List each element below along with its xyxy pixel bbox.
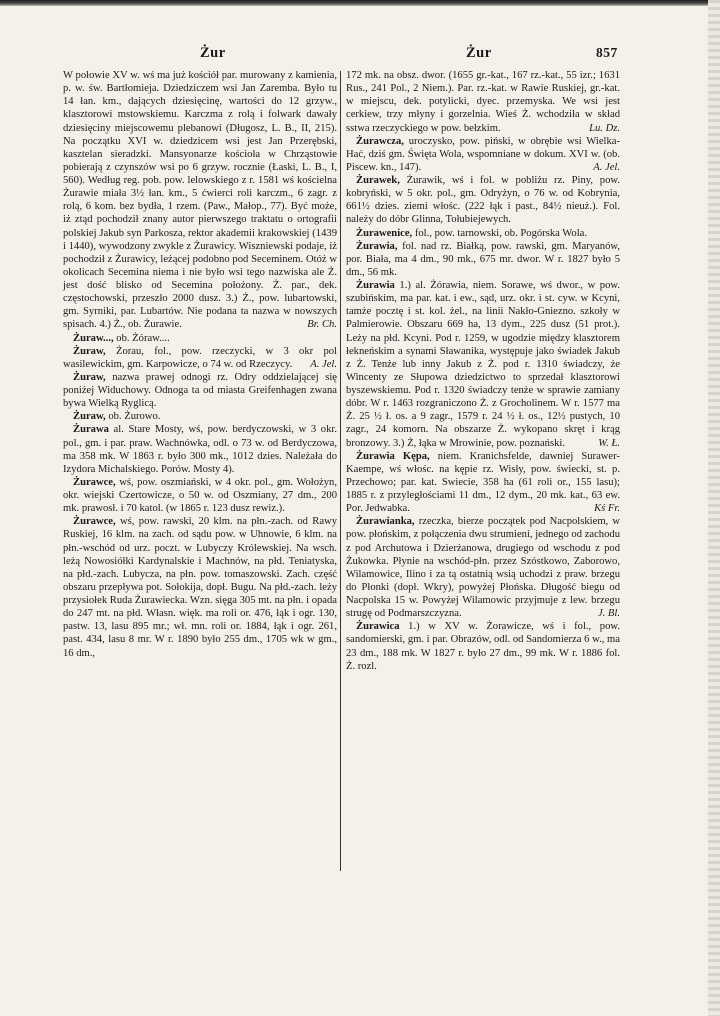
author-signature: Br. Ch. xyxy=(307,319,337,331)
right-running-head: Żur xyxy=(466,45,492,61)
entry-text: W połowie XV w. wś ma już kościół par. murowany z kamienia, p. w. św. Bartłomieja. Dziedziczem wsi Jan Zaremba. Było tu 14 łan. km., dających dziesięcinę, wartości do 12 grzyw., klasztorowi mstowskiemu. Karczma z rolą i folwark dawały dziesięciny miejscowemu plebanowi (Długosz, L. B., II, 215). Na początku XVI w. dziedzicem wsi jest Jan Przerębski, kasztelan sieradzki. Mansyonarze kościoła w Chrząstowie pobierają z czynszów wsi po 6 grzyw. rocznie (Łaski, L. B., I, 560). Według reg. pob. pow. lelowskiego z r. 1581 wś kościelna Żurawie miała 3½ łan. km., 5 ćwierci roli karczm., 6 zagr. z rolą, 6 kom. bez bydła, 1 rzem. (Paw., Małop., 77). Być może, iż ztąd pochodził znany autor pierwszego traktatu o ortografii polskiej Jakub syn Parkosza, rektor akademii krakowskiej (1439 i 1440), wywodzony zwykle z Żurawicy. Wiszniewski podaje, iż pochodził z Żurawicy, leżącej podobno pod Seceminem. Otóż w okolicach Secemina niema i nie było wsi tego nazwiska ale Ż. jest dość blisko od Secemina położony. Ż. par., dek. częstochowski, przeszło 2000 dusz. 3.) Ż., pow. lubartowski, gm. Syrniki, par. Lubartów. Nie podana ta nazwa w nowszych spisach. 4.) Ż., ob. Żurawie. xyxy=(63,70,337,331)
author-signature: Kś Fr. xyxy=(594,503,620,515)
page-number: 857 xyxy=(596,45,618,60)
entry-headword: Żuraw..., xyxy=(73,332,114,344)
entry-text: nazwa prawej odnogi rz. Odry oddzielającej się poniżej Widuchowy. Odnoga ta od miasta Greifenhagen zwana bywa Wielką Ryglicą. xyxy=(63,371,337,410)
entry-headword: Żurawenice, xyxy=(356,227,413,239)
entry-text: wś, pow. rawski, 20 klm. na płn.-zach. od Rawy Ruskiej, 16 klm. na zach. od sądu pow. w Uhnowie, 6 klm. na płn.-wschód od urz. poczt. w Lubyczy Królewskiej. Na wsch. leżą Nowosiółki Kardynalskie i Machnów, na płd. Teniatyska, na płd.-zach. Lubycza, na płn. pow. tomaszowski. Zach. część obszaru przepływa pot. Sołokija, dopł. Bugu. Na płd.-zach. leży przysiołek Ruda Żurawiecka. Wzn. sięga 305 mt. na płn. i opada do 247 mt. na płd. Własn. więk. ma roli or. 476, łąk i ogr. 130, pastw. 13, lasu 895 mr.; wł. mn. roli or. 1884, łąk i ogr. 261, past. 434, lasu 8 mr. W r. 1890 było 255 dm., 1705 wk w gm., 16 dm., xyxy=(63,516,338,659)
entry-headword: Żurawce, xyxy=(73,516,116,528)
dictionary-entry xyxy=(346,620,620,673)
dictionary-entry xyxy=(63,410,337,423)
entry-text: al. Stare Mosty, wś, pow. berdyczowski, w 3 okr. pol., gm. i par. praw. Wachnówka, odl. o 73 w. od Berdyczowa, ma 358 mk. W 1863 r. było 300 mk., 1012 dzies. Należała do Izydora Michalskiego. Porów. Mosty 4). xyxy=(63,424,337,475)
dictionary-entry xyxy=(346,450,620,516)
author-signature: J. Bl. xyxy=(597,608,620,620)
author-signature: W. Ł. xyxy=(598,437,620,449)
dictionary-entry xyxy=(63,476,337,515)
entry-text: uroczysko, pow. piński, w obrębie wsi Wielka-Hać, dziś gm. Święta Wola, wspomniane w dokum. XVI w. (ob. Piscew. kn., 147). xyxy=(346,135,620,173)
entry-headword: Żurawianka, xyxy=(356,516,415,528)
column-divider xyxy=(340,71,341,871)
entry-text: niem. Kranichsfelde, dawniej Surawer-Kaempe, wś włośc. na kępie rz. Wisły, pow. świecki, st. p. Przechowo; par. kat. Swiecie, 358 ha (61 roli or., 155 lasu); 1885 r. z przyległościami 11 dm., 12 dym., 20 mk. kat., 63 ew. Por. Jedwabka. xyxy=(346,450,620,515)
left-column xyxy=(63,69,337,660)
entry-text: Żorau, fol., pow. rzeczycki, w 3 okr pol wasilewickim, gm. Karpowicze, o 74 w. od Rzeczycy. xyxy=(63,345,337,370)
entry-headword: Żurawcza, xyxy=(356,135,404,147)
dictionary-entry xyxy=(346,227,620,240)
dictionary-entry xyxy=(63,345,337,371)
entry-text: wś, pow. oszmiański, w 4 okr. pol., gm. Wołożyn, okr. wiejski Czertowicze, o 50 w. od Oszmiany, 27 dm., 200 mk. prawosł. i 70 katol. (w 1865 r. 123 dusz rewiz.). xyxy=(63,476,337,515)
entry-headword: Żurawce, xyxy=(73,476,116,488)
entry-text: ob. Żurowo. xyxy=(108,411,161,423)
dictionary-entry xyxy=(346,135,620,174)
left-running-head: Żur xyxy=(200,45,226,61)
entry-text: Żurawik, wś i fol. w pobliżu rz. Piny, pow. kobryński, w 5 okr. pol., gm. Odryżyn, o 76 w. od Kobrynia, 661½ dzies. ziemi włośc. (222 łąk i past., 84½ nieuż.). Fol. należy do dóbr Glinna, Tołubiejewych. xyxy=(346,175,620,226)
entry-text: rzeczka, bierze początek pod Nacpolskiem, w pow. płońskim, z połączenia dwu strumieni, jednego od zachodu z pod Archutowa i Dzierżanowa, drugiego od wschodu z pod Żukowka. Płynie na wschód-płn. przez Szóstkowo, Zaborowo, Wilamowice, Ilino i za tą ostatnią wsią uchodzi z praw. brzegu do Płonki (dopł. Wkry), powyżej Płońska. Długość biegu od Nacpolska 15 w. Powyżej Wilamowic przyjmuje z lew. brzegu strugę od Podmarszczyzna. xyxy=(346,516,620,620)
entry-headword: Żurawek, xyxy=(356,175,400,186)
entry-text: 1.) al. Żórawia, niem. Sorawe, wś dwor., w pow. szubińskim, ma par. kat. i ew., sąd, urz. okr. i st. cyw. w Kcyni, tamże pocztę i st. kol. żel., na linii Nakło-Gniezno. szkoły w Palmierowie. Obszaru 669 ha, 13 dym., 225 dusz (51 prot.). Leży na płd. Kcyni. Pod r. 1259, w ugodzie między klasztorem łekneńskim a synami Sławanika, występuje jako świadek Jakub z Ż. Tenże lub inny Jakub z Ż. pod r. 1310 świadczy, że Wincenty ze Słupowa dziedzictwo to sprzedał klasztorowi byszewskiemu. Pod r. 1320 świadczy tenże w sprawie zamiany dóbr. W r. 1463 rozgraniczono Ż. z Grocholinem. W r. 1577 ma Ż. 25 ½ ł. os. a 9 zagr., 1579 r. 24 ½ ł. os., 12½ pustych, 10 zagr., 24 komorn. Na obszarze Ż. wykopano skręt i krąg bronzowy. 3.) Ż, łąka w Mrowinie, pow. poznański. xyxy=(346,280,620,449)
dictionary-entry xyxy=(63,332,337,345)
entry-headword: Żurawia xyxy=(356,280,395,291)
author-signature: A. Jel. xyxy=(593,161,620,173)
entry-text: 1.) w XV w. Żorawicze, wś i fol., pow. sandomierski, gm. i par. Obrazów, odl. od Sandomierza 6 w., ma 23 dm., 188 mk. W 1827 r. było 27 dm., 99 mk. W r. 1886 fol. Ż. rozl. xyxy=(346,621,620,672)
right-column xyxy=(346,69,620,673)
dictionary-entry xyxy=(63,69,337,332)
entry-text: fol., pow. tarnowski, ob. Pogórska Wola. xyxy=(414,227,588,239)
entry-headword: Żuraw, xyxy=(73,411,106,423)
dictionary-entry xyxy=(346,279,620,450)
entry-headword: Żurawia Kępa, xyxy=(356,450,430,462)
entry-headword: Żurawia, xyxy=(356,240,398,252)
dictionary-entry xyxy=(63,371,337,410)
dictionary-entry xyxy=(346,69,620,135)
entry-text: 172 mk. na obsz. dwor. (1655 gr.-kat., 167 rz.-kat., 55 izr.; 1631 Rus., 241 Pol., 2 Niem.). Par. rz.-kat. w Rawie Ruskiej, gr.-kat. w miejscu, dek. potylicki, dyec. przemyska. We wsi jest cerkiew, trzy młyny i gorzelnia. Wieś Ż. wchodziła w skład sstwa rzeczyckiego w pow. bełzkim. xyxy=(346,70,620,134)
entry-headword: Żuraw, xyxy=(73,345,106,357)
page-edge-shadow xyxy=(708,0,720,1016)
dictionary-entry xyxy=(346,515,620,620)
dictionary-entry xyxy=(346,240,620,279)
entry-headword: Żurawica xyxy=(356,621,400,633)
dictionary-entry xyxy=(63,515,337,659)
entry-text: fol. nad rz. Białką, pow. rawski, gm. Maryanów, por. Biała, ma 4 dm., 90 mk., 675 mr. dwor. W r. 1827 było 5 dm., 56 mk. xyxy=(346,240,620,278)
author-signature: A. Jel. xyxy=(310,358,337,370)
author-signature: Lu. Dz. xyxy=(589,122,620,134)
dictionary-entry xyxy=(346,174,620,227)
entry-headword: Żurawa xyxy=(73,424,109,436)
entry-text: ob. Żóraw.... xyxy=(116,332,170,344)
top-scan-band xyxy=(0,0,720,6)
dictionary-entry xyxy=(63,423,337,476)
entry-headword: Żuraw, xyxy=(73,371,106,383)
